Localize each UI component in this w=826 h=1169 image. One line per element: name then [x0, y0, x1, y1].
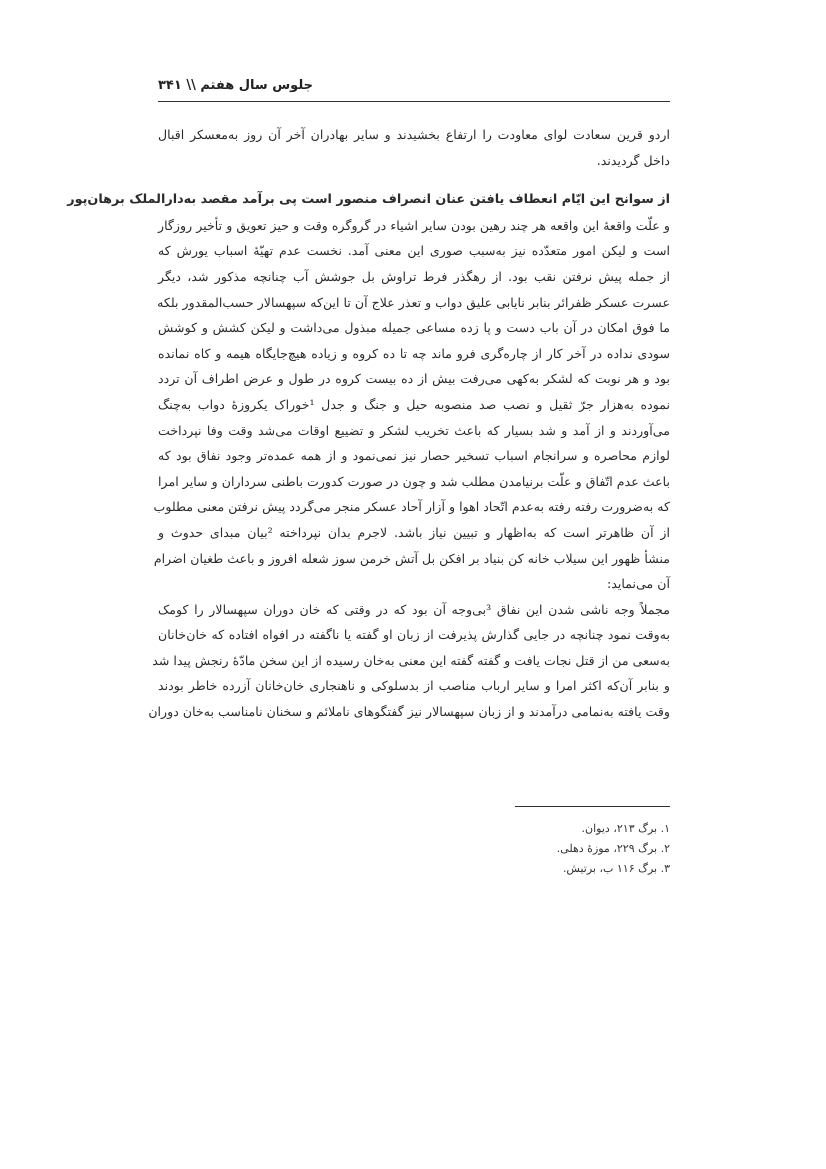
footnote-rule [515, 806, 670, 807]
paragraph-gap [158, 173, 670, 187]
text-line: به‌سعی من از قتل نجات یافت و گفته گفته این معنی به‌خان رسیده از این سخن مادّهٔ رنجش پیدا شد [152, 652, 670, 668]
text-line: منشأ ظهور این سیلاب خانه کن بنیاد بر افکن بل آتش خرمن سوز شعله افروز و باعث طغیان اضرام [153, 550, 670, 566]
text-line: آن می‌نماید: [607, 576, 670, 592]
text-line: بود و هر نوبت که لشکر به‌کهی می‌رفت بیش از ده بیست کروه در طول و عرض اطراف آن تردد [158, 371, 670, 387]
text-line: اردو قرین سعادت لوای معاودت را ارتفاع بخشیدند و سایر بهادران آخر آن روز به‌معسکر اقبال [158, 127, 670, 142]
running-header-text: جلوس سال هفتم \\ ۳۴۱ [158, 78, 313, 93]
text-line: و بنابر آن‌که اکثر امرا و سایر ارباب مناصب از بدسلوکی و ناهنجاری خان‌خانان آزرده خاطر بودند [158, 678, 670, 694]
footnote: ۱. برگ ۲۱۳، دیوان. [581, 822, 670, 835]
text-line: نموده به‌هزار جرّ ثقیل و نصب صد منصوبه حیل و جنگ و جدل ¹خوراک یکروزهٔ دواب به‌چنگ [158, 396, 671, 412]
text-line: از جمله پیش نرفتن نقب بود. از رهگذر فرط تراوش بل جوشش آب چنانچه مذکور شد، دیگر [158, 268, 670, 284]
body-text [67, 122, 671, 725]
text-line: وقت یافته به‌نمامی درآمدند و از زبان سپهسالار نیز گفتگوهای ناملائم و سخنان نامناسب به‌خان دوران [148, 704, 670, 720]
text-line: سودی نداده در آخر کار از چاره‌گری فرو ماند چه تا ده کروه و زیاده هیچ‌جایگاه هیمه و کاه نمانده [158, 345, 670, 361]
footnotes [420, 819, 670, 879]
running-header [158, 78, 670, 100]
text-line: می‌آوردند و از آمد و شد بسیار که باعث تخریب لشکر و تضییع اوقات می‌شد وقت وفا نپرداخت [158, 422, 670, 438]
footnote: ۲. برگ ۲۲۹، موزهٔ دهلی. [556, 842, 670, 855]
text-line: از آن ظاهرتر است که به‌اظهار و تبیین نیاز باشد. لاجرم بدان نپرداخته ²بیان مبدای حدوث و [158, 524, 670, 540]
header-rule [158, 101, 670, 102]
text-line: عسرت عسکر ظفرائر بنابر نایابی علیق دواب و تعذر علاج آن تا این‌که سپهسالار حسب‌المقدور بلکه [157, 294, 670, 310]
text-line: باعث عدم اتّفاق و علّت برنیامدن مطلب شد و چون در صورت کدورت باطنی سرداران و سایر امرا [158, 473, 670, 489]
text-line: که به‌ضرورت رفته رفته به‌عدم اتّحاد اهوا و آزار آحاد عسکر منجر می‌گردد پیش نرفتن معنی مطلوب [153, 499, 670, 515]
text-line: لوازم محاصره و سرانجام اسباب تسخیر حصار نیز نمی‌نمود و از همه عمده‌تر وجود نفاق بود که [158, 448, 670, 464]
text-line: و علّت واقعهٔ این واقعه هر چند رهین بودن سایر اشیاء در گروگره وقت و حیز تعویق و تأخیر روزگار [158, 217, 670, 233]
text-line: است و لیکن امور متعدّده نیز به‌سبب صوری این معنی آمد. نخست عدم تهیّهٔ اسباب یورش که [158, 243, 670, 259]
footnote: ۳. برگ ۱۱۶ ب، برتیش. [562, 862, 670, 875]
section-heading: از سوانح این ایّام انعطاف یافتن عنان انصراف منصور است پی برآمد مقصد به‌دارالملک برهان‌پور [67, 192, 670, 208]
text-line: داخل گردیدند. [596, 152, 670, 168]
text-line: به‌وقت نمود چنانچه در جایی گذارش پذیرفت از زبان او گفته یا ناگفته در افواه افتاده که خان‌خانان [158, 627, 670, 643]
text-line: ما فوق امکان در آن باب دست و پا زده مساعی جمیله مبذول می‌داشت و لیکن کشش و کوشش [158, 320, 670, 336]
text-line: مجملاً وجه ناشی شدن این نفاق ³بی‌وجه آن بود که در وقتی که خان دوران سپهسالار را کومک [158, 601, 671, 617]
